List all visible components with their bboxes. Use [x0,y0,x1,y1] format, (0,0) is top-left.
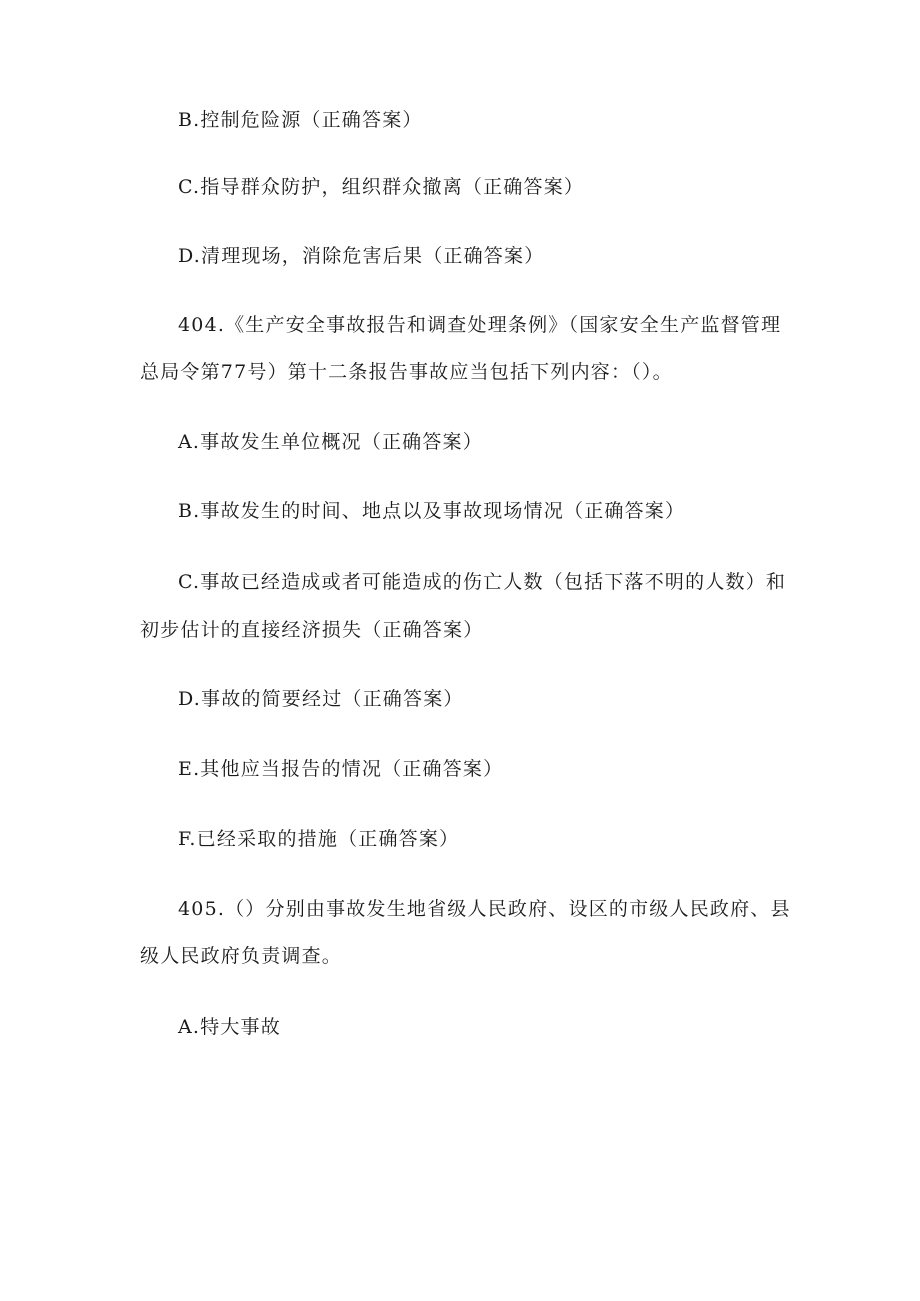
q404-option-c-line2: 初步估计的直接经济损失（正确答案） [140,619,484,641]
q404-stem-line2: 总局令第77号）第十二条报告事故应当包括下列内容：（）。 [140,361,673,383]
q404-option-a: A.事故发生单位概况（正确答案） [178,431,483,453]
q404-option-d: D.事故的简要经过（正确答案） [178,688,464,710]
q404-option-f: F.已经采取的措施（正确答案） [178,828,460,850]
q403-option-c: C.指导群众防护，组织群众撤离（正确答案） [178,176,585,198]
q404-option-c-line1: C.事故已经造成或者可能造成的伤亡人数（包括下落不明的人数）和 [178,571,787,593]
q405-option-a: A.特大事故 [178,1016,281,1038]
q404-stem-line1: 404.《生产安全事故报告和调查处理条例》（国家安全生产监督管理 [178,314,782,336]
q403-option-d: D.清理现场，消除危害后果（正确答案） [178,245,545,267]
q405-stem-line2: 级人民政府负责调查。 [140,945,343,967]
q405-stem-line1: 405.（）分别由事故发生地省级人民政府、设区的市级人民政府、县 [178,898,791,920]
q403-option-b: B.控制危险源（正确答案） [178,109,423,131]
q404-option-e: E.其他应当报告的情况（正确答案） [178,758,504,780]
q404-option-b: B.事故发生的时间、地点以及事故现场情况（正确答案） [178,500,686,522]
